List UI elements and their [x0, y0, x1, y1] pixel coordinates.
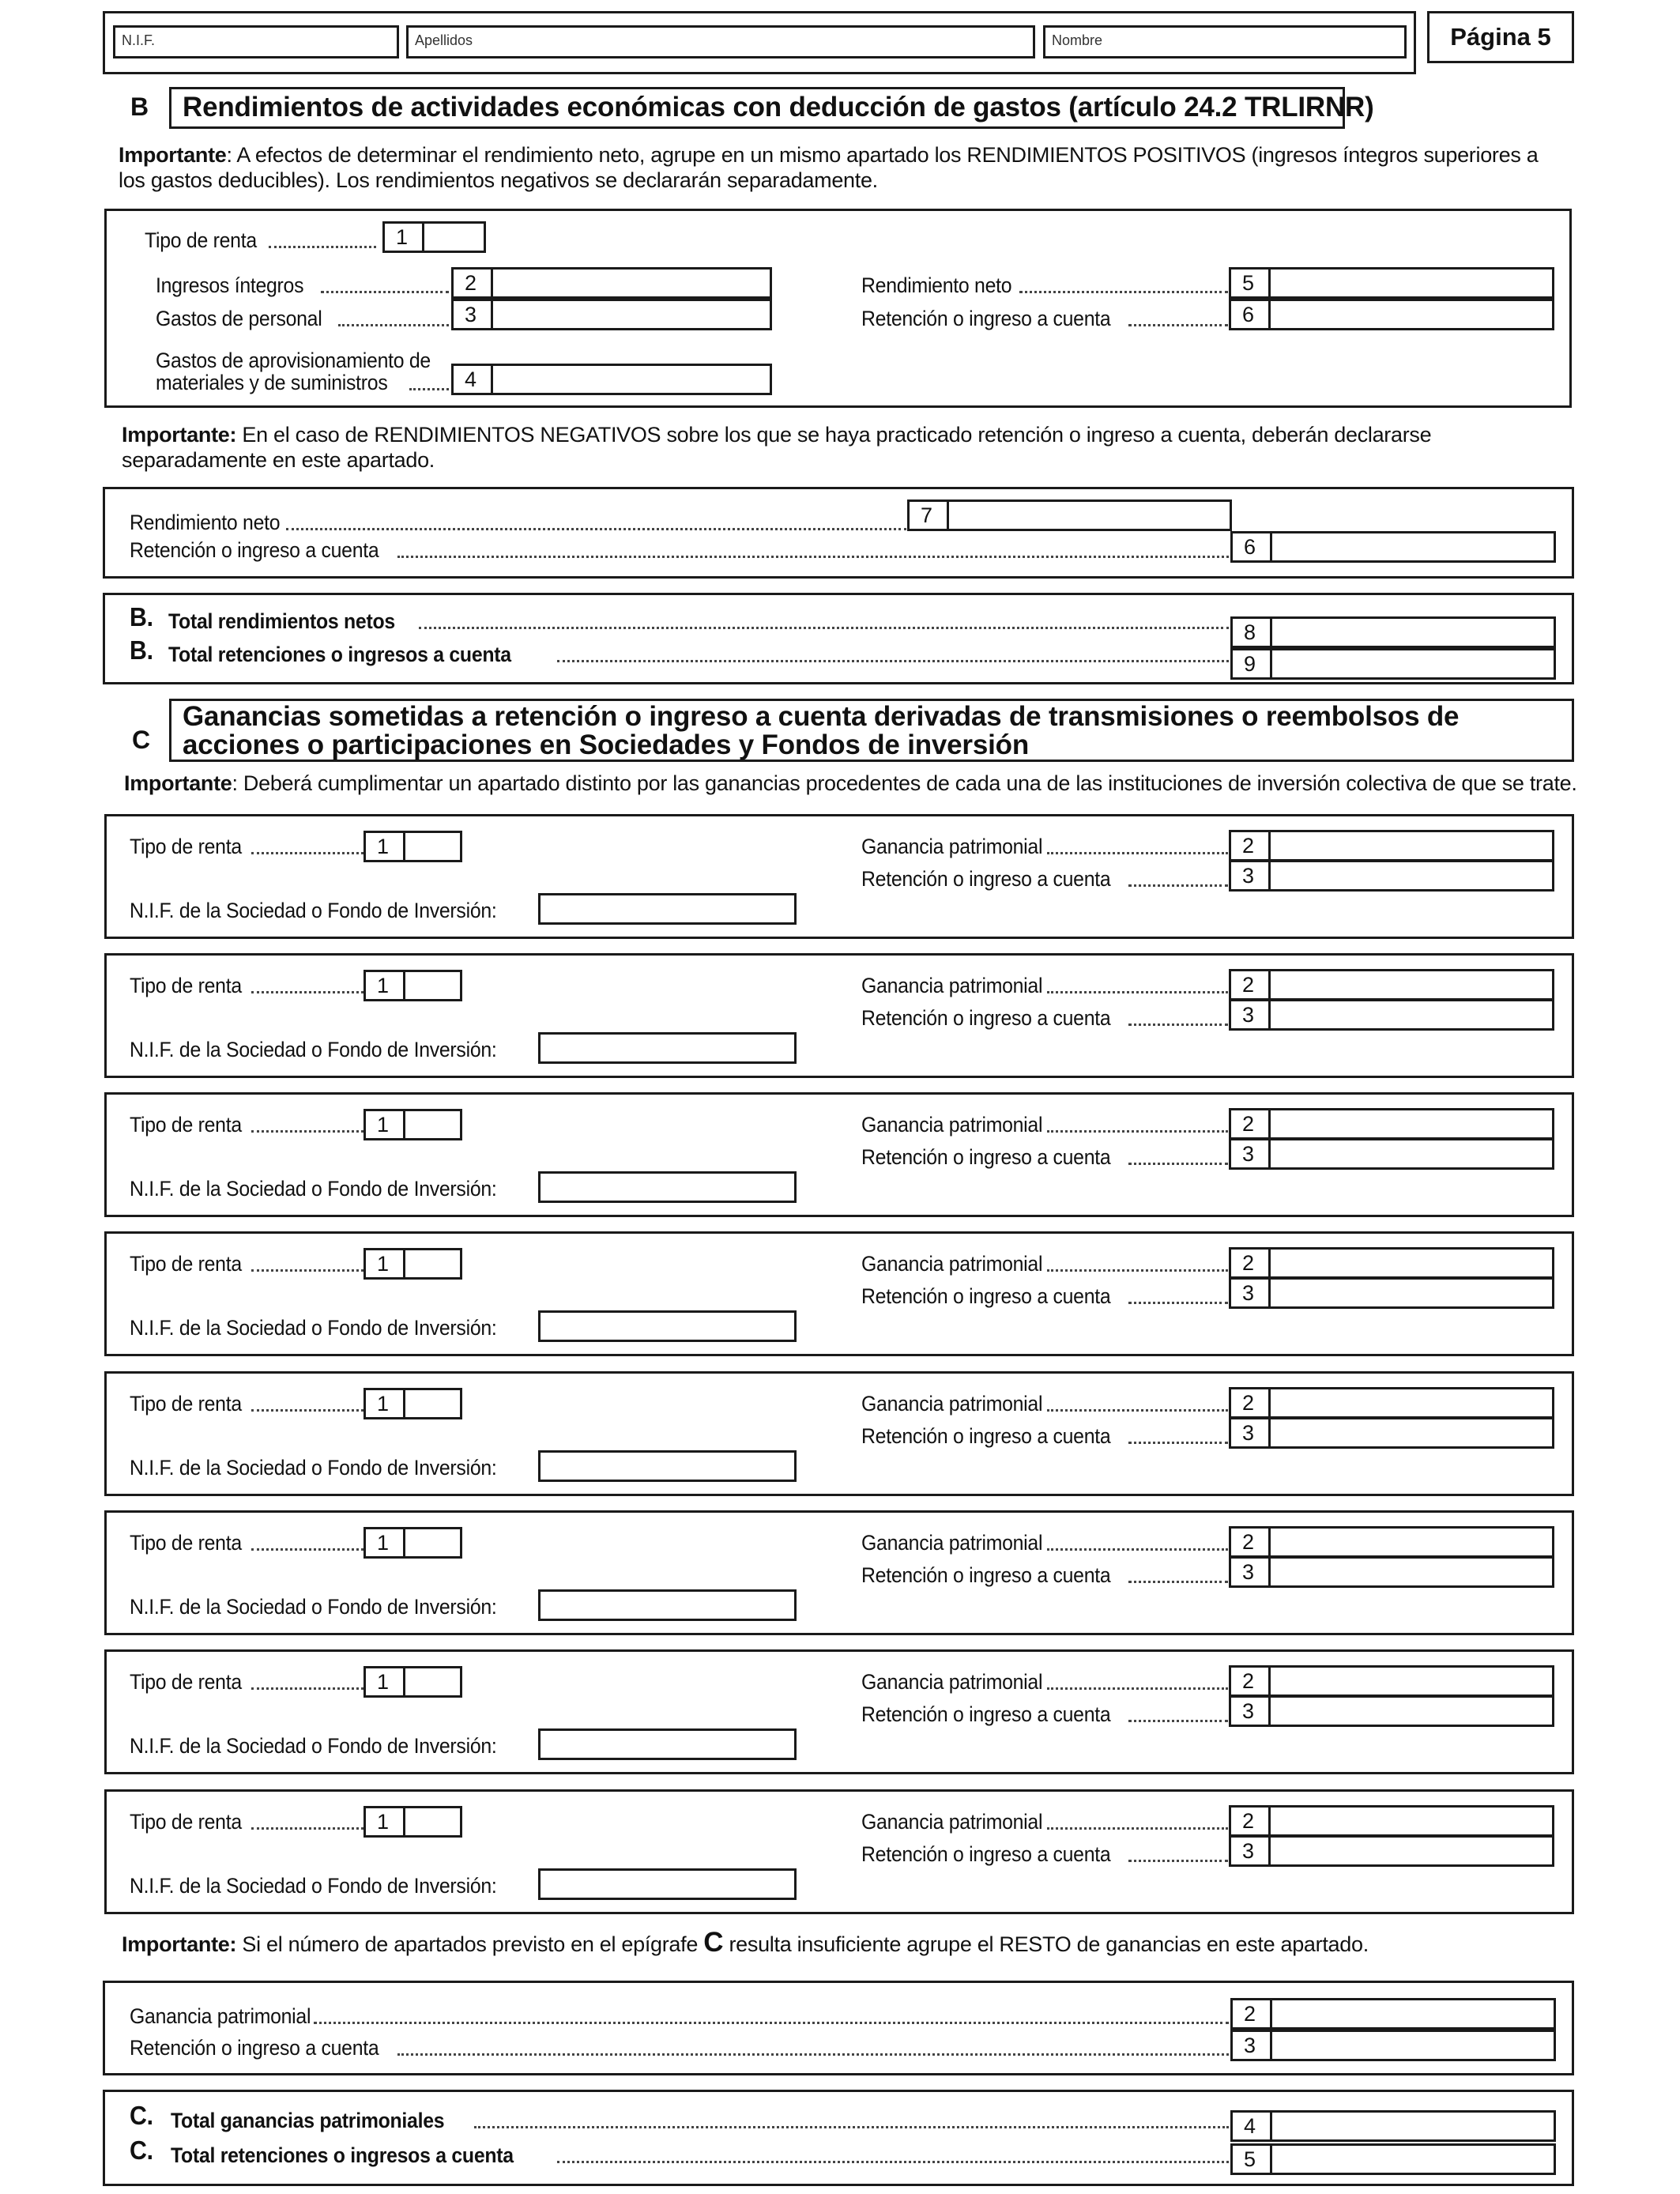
field-number: 1	[366, 1111, 405, 1138]
c-nif-fondo-box[interactable]	[538, 1589, 797, 1621]
leader-dots	[409, 387, 449, 390]
c-nif-fondo-box[interactable]	[538, 1450, 797, 1482]
leader-dots	[1128, 1580, 1228, 1583]
c-nif-fondo-label: N.I.F. de la Sociedad o Fondo de Inversión:	[130, 1038, 497, 1061]
c-tipo-renta-box[interactable]	[363, 831, 462, 862]
ingresos-box[interactable]	[451, 267, 772, 299]
leader-dots	[251, 851, 363, 854]
rend-neto-neg-label: Rendimiento neto	[130, 511, 281, 534]
field-number: 3	[1231, 1001, 1271, 1028]
c-tipo-renta-box[interactable]	[363, 1109, 462, 1140]
leader-dots	[1128, 1859, 1228, 1862]
c-retencion-label: Retención o ingreso a cuenta	[861, 1842, 1111, 1866]
field-number: 3	[1231, 1419, 1271, 1446]
c-tipo-renta-label: Tipo de renta	[130, 1252, 242, 1276]
c-note2-important: Importante:	[122, 1932, 237, 1956]
gastos-aprov-label-1: Gastos de aprovisionamiento de	[156, 349, 431, 372]
tipo-renta-box[interactable]	[382, 221, 486, 253]
leader-dots	[251, 1826, 363, 1830]
c-retencion-box[interactable]	[1229, 860, 1554, 892]
retencion-neg-label: Retención o ingreso a cuenta	[130, 538, 379, 562]
field-number: 3	[1233, 2032, 1272, 2059]
field-number: 3	[1231, 1838, 1271, 1864]
c-nif-fondo-box[interactable]	[538, 1171, 797, 1203]
field-number: 7	[910, 502, 949, 529]
leader-dots	[419, 626, 1229, 629]
c-nif-fondo-label: N.I.F. de la Sociedad o Fondo de Inversión:	[130, 899, 497, 922]
field-number: 2	[454, 270, 493, 296]
field-number: 1	[366, 1529, 405, 1556]
field-number: 2	[1231, 1389, 1271, 1416]
c-ganancia-label: Ganancia patrimonial	[861, 1531, 1043, 1555]
resto-retencion-box[interactable]	[1230, 2030, 1556, 2061]
leader-dots	[474, 2125, 1229, 2128]
c-tipo-renta-label: Tipo de renta	[130, 1810, 242, 1834]
leader-dots	[1047, 1408, 1228, 1412]
c-nif-fondo-label: N.I.F. de la Sociedad o Fondo de Inversión:	[130, 1316, 497, 1340]
nombre-field[interactable]	[1043, 25, 1407, 58]
leader-dots	[1047, 1547, 1228, 1551]
c-note-text: : Deberá cumplimentar un apartado distinto por las ganancias procedentes de cada una de las instituciones de inversión colectiva de que se trate.	[232, 771, 1577, 795]
c-note2-letter: C	[703, 1927, 724, 1958]
field-number: 1	[366, 1250, 405, 1277]
c-retencion-box[interactable]	[1229, 1417, 1554, 1449]
leader-dots	[251, 1129, 363, 1133]
section-b-note2	[122, 422, 1560, 473]
section-c-letter: C	[132, 726, 151, 754]
c-ganancia-box[interactable]	[1229, 1387, 1554, 1419]
total-b-letter-2: B.	[130, 635, 153, 665]
c-nif-fondo-label: N.I.F. de la Sociedad o Fondo de Inversión:	[130, 1177, 497, 1201]
c-ganancia-label: Ganancia patrimonial	[861, 1113, 1043, 1137]
leader-dots	[1047, 1826, 1228, 1830]
leader-dots	[1128, 1441, 1228, 1444]
section-c-title: Ganancias sometidas a retención o ingreso a cuenta derivadas de transmisiones o reembolsos de acciones o participaciones en Sociedades y Fondos de inversión	[169, 699, 1574, 762]
total-ret-c-box[interactable]	[1230, 2143, 1556, 2175]
field-number: 3	[1231, 1280, 1271, 1306]
c-ganancia-label: Ganancia patrimonial	[861, 1810, 1043, 1834]
field-number: 2	[1231, 1110, 1271, 1137]
apellidos-field[interactable]	[406, 25, 1035, 58]
field-number: 1	[366, 972, 405, 999]
field-number: 1	[366, 833, 405, 860]
c-tipo-renta-label: Tipo de renta	[130, 835, 242, 858]
leader-dots	[1128, 1162, 1228, 1165]
c-ganancia-label: Ganancia patrimonial	[861, 1670, 1043, 1694]
c-note2-pre: Si el número de apartados previsto en el epígrafe	[236, 1932, 704, 1956]
leader-dots	[251, 1408, 363, 1412]
c-nif-fondo-label: N.I.F. de la Sociedad o Fondo de Inversión:	[130, 1595, 497, 1619]
c-tipo-renta-label: Tipo de renta	[130, 1113, 242, 1137]
total-c-letter-2: C.	[130, 2136, 153, 2165]
section-b-note	[119, 142, 1557, 193]
field-number: 6	[1231, 301, 1271, 328]
field-number: 2	[1231, 832, 1271, 859]
section-b-title: Rendimientos de actividades económicas con deducción de gastos (artículo 24.2 TRLIRNR)	[169, 87, 1345, 129]
field-number: 2	[1233, 2000, 1272, 2027]
c-tipo-renta-label: Tipo de renta	[130, 1392, 242, 1416]
resto-retencion-label: Retención o ingreso a cuenta	[130, 2036, 379, 2060]
c-nif-fondo-label: N.I.F. de la Sociedad o Fondo de Inversión:	[130, 1874, 497, 1898]
c-retencion-box[interactable]	[1229, 999, 1554, 1031]
field-number: 8	[1233, 619, 1272, 646]
field-number: 1	[366, 1668, 405, 1695]
leader-dots	[314, 2021, 1229, 2024]
field-number: 4	[454, 366, 493, 393]
c-ganancia-box[interactable]	[1229, 830, 1554, 861]
c-note2-post: resulta insuficiente agrupe el RESTO de ganancias en este apartado.	[723, 1932, 1369, 1956]
field-number: 2	[1231, 1808, 1271, 1834]
leader-dots	[1047, 1129, 1228, 1133]
nif-field[interactable]	[113, 25, 399, 58]
field-number: 3	[454, 301, 493, 328]
field-number: 5	[1231, 270, 1271, 296]
field-number: 3	[1231, 1698, 1271, 1725]
page-number-box	[1427, 11, 1574, 63]
c-ganancia-box[interactable]	[1229, 1247, 1554, 1279]
c-tipo-renta-box[interactable]	[363, 1666, 462, 1698]
note2-text: En el caso de RENDIMIENTOS NEGATIVOS sobre los que se haya practicado retención o ingreso a cuenta, deberán declararse separadamente en este apartado.	[122, 423, 1432, 472]
rendimiento-neto-box[interactable]	[1229, 267, 1554, 299]
rend-neto-neg-box[interactable]	[907, 499, 1232, 531]
field-number: 1	[366, 1808, 405, 1835]
field-number: 4	[1233, 2113, 1272, 2139]
c-nif-fondo-box[interactable]	[538, 1032, 797, 1064]
total-rend-box[interactable]	[1230, 616, 1556, 648]
leader-dots	[286, 527, 906, 530]
c-retencion-label: Retención o ingreso a cuenta	[861, 1702, 1111, 1726]
c-note-important: Importante	[124, 771, 232, 795]
section-b-letter: B	[130, 92, 149, 121]
leader-dots	[251, 1547, 363, 1551]
c-ganancia-label: Ganancia patrimonial	[861, 1392, 1043, 1416]
field-number: 6	[1233, 533, 1272, 560]
leader-dots	[557, 2160, 1229, 2163]
resto-ganancia-box[interactable]	[1230, 1998, 1556, 2030]
note-important: Importante	[119, 143, 227, 167]
rendimiento-neto-label: Rendimiento neto	[861, 273, 1012, 297]
c-tipo-renta-label: Tipo de renta	[130, 1670, 242, 1694]
field-number: 2	[1231, 1668, 1271, 1695]
c-ganancia-box[interactable]	[1229, 1665, 1554, 1697]
c-tipo-renta-box[interactable]	[363, 970, 462, 1001]
section-c-note	[124, 771, 1577, 796]
total-gan-box[interactable]	[1230, 2110, 1556, 2142]
leader-dots	[1128, 323, 1228, 326]
leader-dots	[557, 659, 1229, 662]
note-text: : A efectos de determinar el rendimiento neto, agrupe en un mismo apartado los RENDIMIENTOS POSITIVOS (ingresos íntegros superiores a los gastos deducibles). Los rendimientos negativos se declararán separadamente.	[119, 143, 1539, 192]
tipo-renta-label: Tipo de renta	[145, 228, 257, 252]
c-tipo-renta-label: Tipo de renta	[130, 974, 242, 997]
leader-dots	[321, 290, 449, 293]
leader-dots	[1019, 290, 1228, 293]
page-number: Página 5	[1450, 23, 1551, 51]
c-ganancia-box[interactable]	[1229, 1526, 1554, 1558]
c-retencion-box[interactable]	[1229, 1277, 1554, 1309]
leader-dots	[338, 323, 449, 326]
c-retencion-box[interactable]	[1229, 1835, 1554, 1867]
c-nif-fondo-label: N.I.F. de la Sociedad o Fondo de Inversión:	[130, 1734, 497, 1758]
retencion-b-label: Retención o ingreso a cuenta	[861, 307, 1111, 330]
field-number: 2	[1231, 1250, 1271, 1276]
field-number: 9	[1233, 650, 1272, 677]
c-tipo-renta-box[interactable]	[363, 1388, 462, 1419]
note2-important: Importante:	[122, 423, 237, 447]
leader-dots	[1128, 1023, 1228, 1026]
c-retencion-label: Retención o ingreso a cuenta	[861, 867, 1111, 891]
c-ganancia-box[interactable]	[1229, 1805, 1554, 1837]
c-tipo-renta-box[interactable]	[363, 1806, 462, 1838]
field-number: 5	[1233, 2146, 1272, 2173]
resto-ganancia-label: Ganancia patrimonial	[130, 2004, 311, 2028]
total-rend-label: Total rendimientos netos	[168, 609, 395, 633]
c-nif-fondo-label: N.I.F. de la Sociedad o Fondo de Inversión:	[130, 1456, 497, 1480]
c-ganancia-label: Ganancia patrimonial	[861, 835, 1043, 858]
ingresos-label: Ingresos íntegros	[156, 273, 304, 297]
leader-dots	[251, 1269, 363, 1272]
leader-dots	[397, 2053, 1229, 2056]
apellidos-label: Apellidos	[415, 32, 473, 48]
total-b-letter-1: B.	[130, 602, 153, 631]
leader-dots	[397, 555, 1229, 558]
c-retencion-box[interactable]	[1229, 1695, 1554, 1727]
total-ret-b-box[interactable]	[1230, 648, 1556, 680]
leader-dots	[1047, 1687, 1228, 1690]
total-ret-b-label: Total retenciones o ingresos a cuenta	[168, 643, 511, 666]
field-number: 1	[385, 224, 424, 251]
c-retencion-box[interactable]	[1229, 1138, 1554, 1170]
c-retencion-label: Retención o ingreso a cuenta	[861, 1145, 1111, 1169]
c-nif-fondo-box[interactable]	[538, 1728, 797, 1760]
c-retencion-label: Retención o ingreso a cuenta	[861, 1424, 1111, 1448]
c-ganancia-label: Ganancia patrimonial	[861, 974, 1043, 997]
nombre-label: Nombre	[1052, 32, 1103, 48]
leader-dots	[1047, 1269, 1228, 1272]
leader-dots	[251, 1687, 363, 1690]
total-ret-c-label: Total retenciones o ingresos a cuenta	[171, 2143, 514, 2167]
retencion-b-box[interactable]	[1229, 299, 1554, 330]
c-retencion-label: Retención o ingreso a cuenta	[861, 1563, 1111, 1587]
field-number: 2	[1231, 971, 1271, 998]
leader-dots	[1128, 884, 1228, 887]
c-tipo-renta-box[interactable]	[363, 1248, 462, 1280]
c-retencion-box[interactable]	[1229, 1556, 1554, 1588]
field-number: 2	[1231, 1529, 1271, 1555]
c-ganancia-box[interactable]	[1229, 969, 1554, 1001]
c-retencion-label: Retención o ingreso a cuenta	[861, 1284, 1111, 1308]
nif-label: N.I.F.	[122, 32, 156, 48]
field-number: 3	[1231, 862, 1271, 889]
leader-dots	[1128, 1301, 1228, 1304]
field-number: 3	[1231, 1559, 1271, 1585]
c-ganancia-box[interactable]	[1229, 1108, 1554, 1140]
c-nif-fondo-box[interactable]	[538, 893, 797, 925]
gastos-aprov-label-2: materiales y de suministros	[156, 371, 388, 394]
field-number: 3	[1231, 1140, 1271, 1167]
gastos-personal-box[interactable]	[451, 299, 772, 330]
c-retencion-label: Retención o ingreso a cuenta	[861, 1006, 1111, 1030]
c-ganancia-label: Ganancia patrimonial	[861, 1252, 1043, 1276]
leader-dots	[269, 245, 376, 248]
gastos-aprov-box[interactable]	[451, 364, 772, 395]
gastos-personal-label: Gastos de personal	[156, 307, 322, 330]
c-tipo-renta-box[interactable]	[363, 1527, 462, 1559]
leader-dots	[1047, 990, 1228, 993]
c-nif-fondo-box[interactable]	[538, 1310, 797, 1342]
leader-dots	[251, 990, 363, 993]
retencion-neg-box[interactable]	[1230, 531, 1556, 563]
leader-dots	[1128, 1719, 1228, 1722]
c-nif-fondo-box[interactable]	[538, 1868, 797, 1900]
total-c-letter-1: C.	[130, 2101, 153, 2130]
field-number: 1	[366, 1390, 405, 1417]
total-gan-label: Total ganancias patrimoniales	[171, 2109, 445, 2132]
leader-dots	[1047, 851, 1228, 854]
c-tipo-renta-label: Tipo de renta	[130, 1531, 242, 1555]
section-c-note2	[122, 1927, 1560, 1958]
